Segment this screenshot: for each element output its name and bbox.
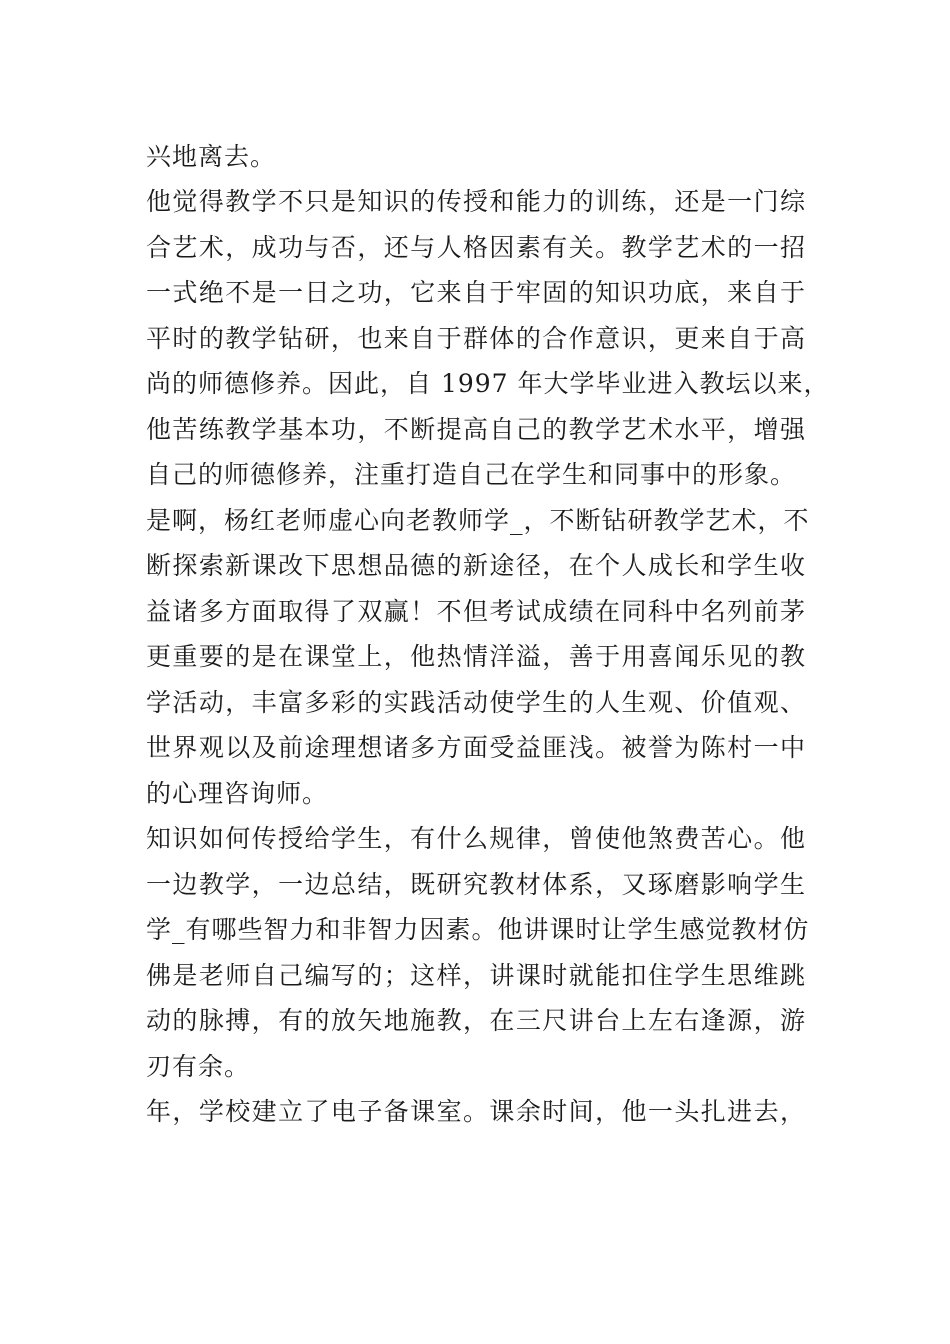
text-line: 断探索新课改下思想品德的新途径，在个人成长和学生收 [146, 551, 806, 580]
text-line: 一式绝不是一日之功，它来自于牢固的知识功底，来自于 [146, 278, 806, 307]
text-line: 是啊，杨红老师虚心向老教师学_，不断钻研教学艺术，不 [146, 506, 810, 535]
text-line: 更重要的是在课堂上，他热情洋溢，善于用喜闻乐见的教 [146, 642, 806, 671]
text-line: 知识如何传授给学生，有什么规律，曾使他煞费苦心。他 [146, 824, 806, 853]
text-line: 刃有余。 [146, 1052, 251, 1081]
text-line: 学活动，丰富多彩的实践活动使学生的人生观、价值观、 [146, 688, 806, 717]
text-line: 平时的教学钻研，也来自于群体的合作意识，更来自于高 [146, 324, 806, 353]
text-line: 年，学校建立了电子备课室。课余时间，他一头扎进去， [146, 1097, 806, 1126]
text-line: 兴地离去。 [146, 142, 277, 171]
text-line: 的心理咨询师。 [146, 779, 329, 808]
text-line: 自己的师德修养，注重打造自己在学生和同事中的形象。 [146, 460, 797, 489]
text-line: 世界观以及前途理想诸多方面受益匪浅。被誉为陈村一中 [146, 733, 806, 762]
text-line: 益诸多方面取得了双赢！不但考试成绩在同科中名列前茅 [146, 597, 806, 626]
text-line: 他苦练教学基本功，不断提高自己的教学艺术水平，增强 [146, 415, 806, 444]
text-line: 尚的师德修养。因此，自 1997 年大学毕业进入教坛以来， [146, 369, 830, 398]
text-line: 学_有哪些智力和非智力因素。他讲课时让学生感觉教材仿 [146, 915, 810, 944]
text-line: 合艺术，成功与否，还与人格因素有关。教学艺术的一招 [146, 233, 806, 262]
text-line: 他觉得教学不只是知识的传授和能力的训练，还是一门综 [146, 187, 806, 216]
text-line: 动的脉搏，有的放矢地施教，在三尺讲台上左右逢源，游 [146, 1006, 806, 1035]
text-line: 一边教学，一边总结，既研究教材体系，又琢磨影响学生 [146, 870, 806, 899]
text-line: 佛是老师自己编写的；这样，讲课时就能扣住学生思维跳 [146, 961, 806, 990]
